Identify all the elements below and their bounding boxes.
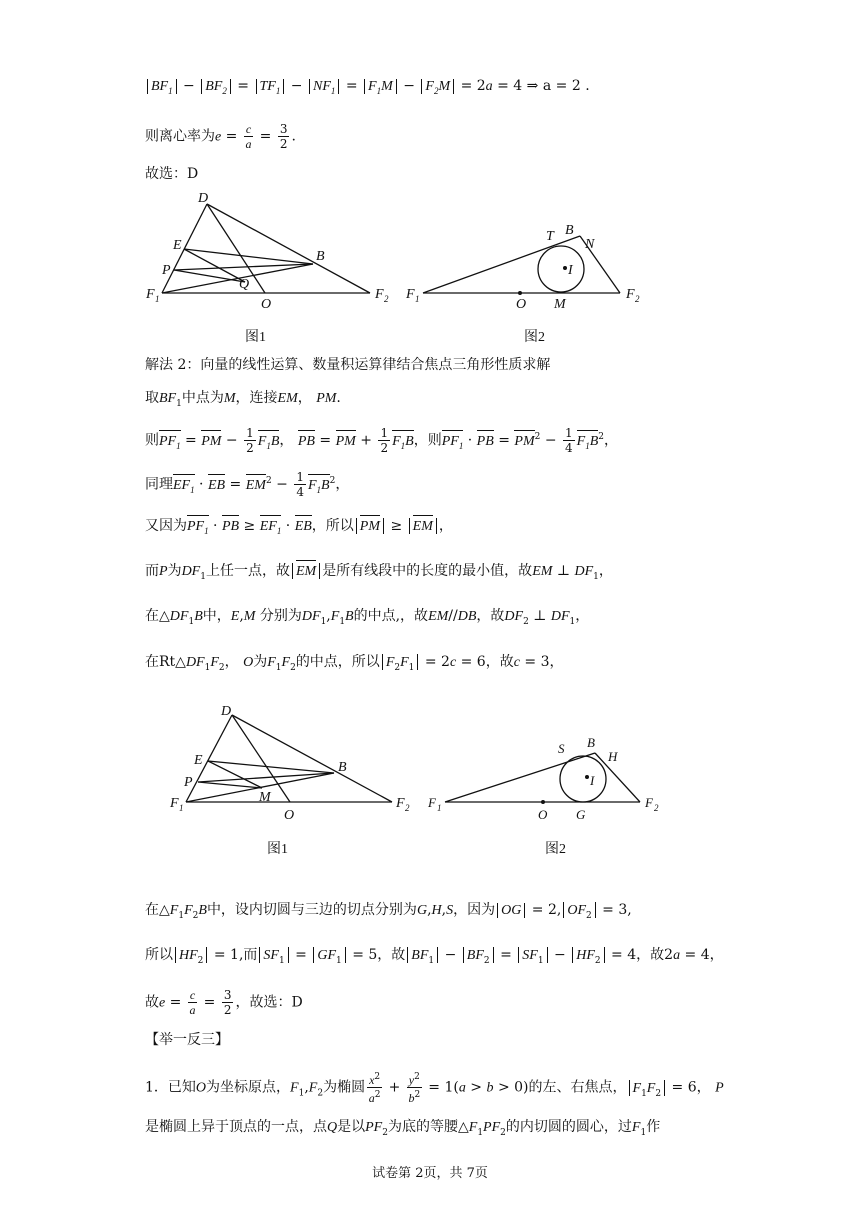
label-E-b: E: [194, 753, 203, 768]
label-O2: O: [516, 297, 527, 312]
svg-text:1: 1: [415, 294, 420, 304]
top-figures: [140, 190, 660, 350]
equation-line-1: $BF_1 - BF_2 = TF_1 - NF_1 = F_1M - F_2M = 2a = 4$ ⇒ a = 2 .: [145, 76, 590, 101]
answer-line-1: 故选：D: [145, 166, 199, 182]
label-T: T: [546, 229, 554, 244]
eccentricity-line: 则离心率为e = $\frac{c}{a}$ = $\frac{3}{2}$ .: [145, 122, 296, 151]
label-D-b: D: [221, 704, 232, 719]
label-N: N: [585, 237, 595, 252]
minimum-line: 而P为$DF_1$上任一点，故 EM 是所有线段中的长度的最小值，故EM ⊥ $DF_1$，: [145, 560, 613, 587]
problem-1-line-1: 1．已知O为坐标原点，$F_1,F_2$为椭圆 $\frac{x^2}{a^2}$ + $\frac{y^2}{b^2}$ = 1(a > b > 0)的左、右焦点， $F_1F_2 = 6$， P: [145, 1072, 724, 1105]
label-P: P: [162, 263, 171, 278]
label-F1-b: F: [170, 796, 179, 811]
inequality-line: 又因为$PF_1$ · PB ≥ $EF_1$ · EB，所以 PM ≥ EM ，: [145, 515, 453, 541]
label-S: S: [558, 741, 565, 756]
label-M-b: M: [259, 790, 271, 805]
label-F2-b2: F: [645, 795, 653, 810]
midpoint-parallel-line: 在$\triangle DF_1B$中，E,M 分别为$DF_1,F_1B$的中点,，故EM//DB，故$DF_2$ ⊥ $DF_1$，: [145, 608, 590, 627]
svg-text:1: 1: [179, 803, 184, 813]
label-O: O: [261, 297, 272, 312]
label-B-b: B: [338, 760, 347, 775]
bottom-fig2-caption: 图2: [545, 842, 566, 857]
section-heading: 【举一反三】: [145, 1032, 229, 1048]
label-I-b: I: [590, 773, 595, 788]
svg-text:2: 2: [384, 294, 389, 304]
midpoint-line: 取$BF_1$中点为M，连接EM， PM.: [145, 390, 341, 409]
label-M: M: [554, 297, 566, 312]
bottom-fig1-caption: 图1: [267, 842, 288, 857]
label-I: I: [568, 263, 573, 278]
label-F2-b: F: [396, 796, 405, 811]
right-triangle-line: 在$Rt\triangle DF_1F_2$， O为$F_1F_2$的中点，所以 $F_2F_1 = 2c = 6$，故c = 3，: [145, 654, 564, 673]
final-eccentricity-line: 故e = $\frac{c}{a}$ = $\frac{3}{2}$ ，故选：D: [145, 988, 303, 1017]
label-F1-b2: F: [428, 795, 436, 810]
label-O-b2: O: [538, 807, 548, 822]
bottom-figures: [150, 695, 680, 860]
incircle-line: 在$\triangle F_1F_2B$中，设内切圆与三边的切点分别为G,H,S，因为 OG = 2, $OF_2 = 3$,: [145, 902, 632, 921]
label-D: D: [198, 191, 209, 206]
top-fig1-caption: 图1: [245, 330, 266, 345]
svg-text:1: 1: [155, 294, 160, 304]
label-P-b: P: [184, 775, 193, 790]
top-figure-1: [162, 204, 370, 293]
label-Q: Q: [239, 277, 250, 292]
label-E: E: [173, 238, 182, 253]
label-O-b: O: [284, 808, 295, 823]
label-F1: F: [146, 287, 155, 302]
label-F2-2: F: [626, 287, 635, 302]
label-B2-b: B: [587, 735, 595, 750]
label-H: H: [608, 749, 618, 764]
page-footer: 试卷第 2页，共 7页: [372, 1166, 488, 1181]
method2-heading: 解法 2：向量的线性运算、数量积运算律结合焦点三角形性质求解: [145, 357, 551, 373]
bottom-figure-1: [186, 715, 392, 802]
svg-text:2: 2: [635, 294, 640, 304]
label-B2: B: [565, 223, 574, 238]
label-G: G: [576, 807, 586, 822]
vector-line-2: 同理$EF_1$ · EB = $EM^2$ − $\frac{1}{4}$ $F_1B^2$，: [145, 470, 350, 499]
label-F2: F: [375, 287, 384, 302]
svg-text:2: 2: [405, 803, 410, 813]
label-B: B: [316, 249, 325, 264]
svg-text:2: 2: [654, 803, 659, 813]
tangent-length-line: 所以 $HF_2 = 1$,而 $SF_1 = GF_1 = 5$，故 $BF_1 - BF_2 = SF_1 - HF_2 = 4$，故2a = 4，: [145, 947, 724, 966]
vector-line-1: 则$PF_1$ = PM − $\frac{1}{2}$ $F_1B$， PB = PM + $\frac{1}{2}$ $F_1B$，则$PF_1$ · PB = $PM^2$ − $\frac{1}{4}$ $F_1B^2$，: [145, 426, 619, 455]
top-fig2-caption: 图2: [524, 330, 545, 345]
label-F1-2: F: [406, 287, 415, 302]
svg-text:1: 1: [437, 803, 442, 813]
problem-1-line-2: 是椭圆上异于顶点的一点，点Q是以$PF_2$为底的等腰$\triangle F_1PF_2$的内切圆的圆心，过$F_1$作: [145, 1119, 661, 1138]
